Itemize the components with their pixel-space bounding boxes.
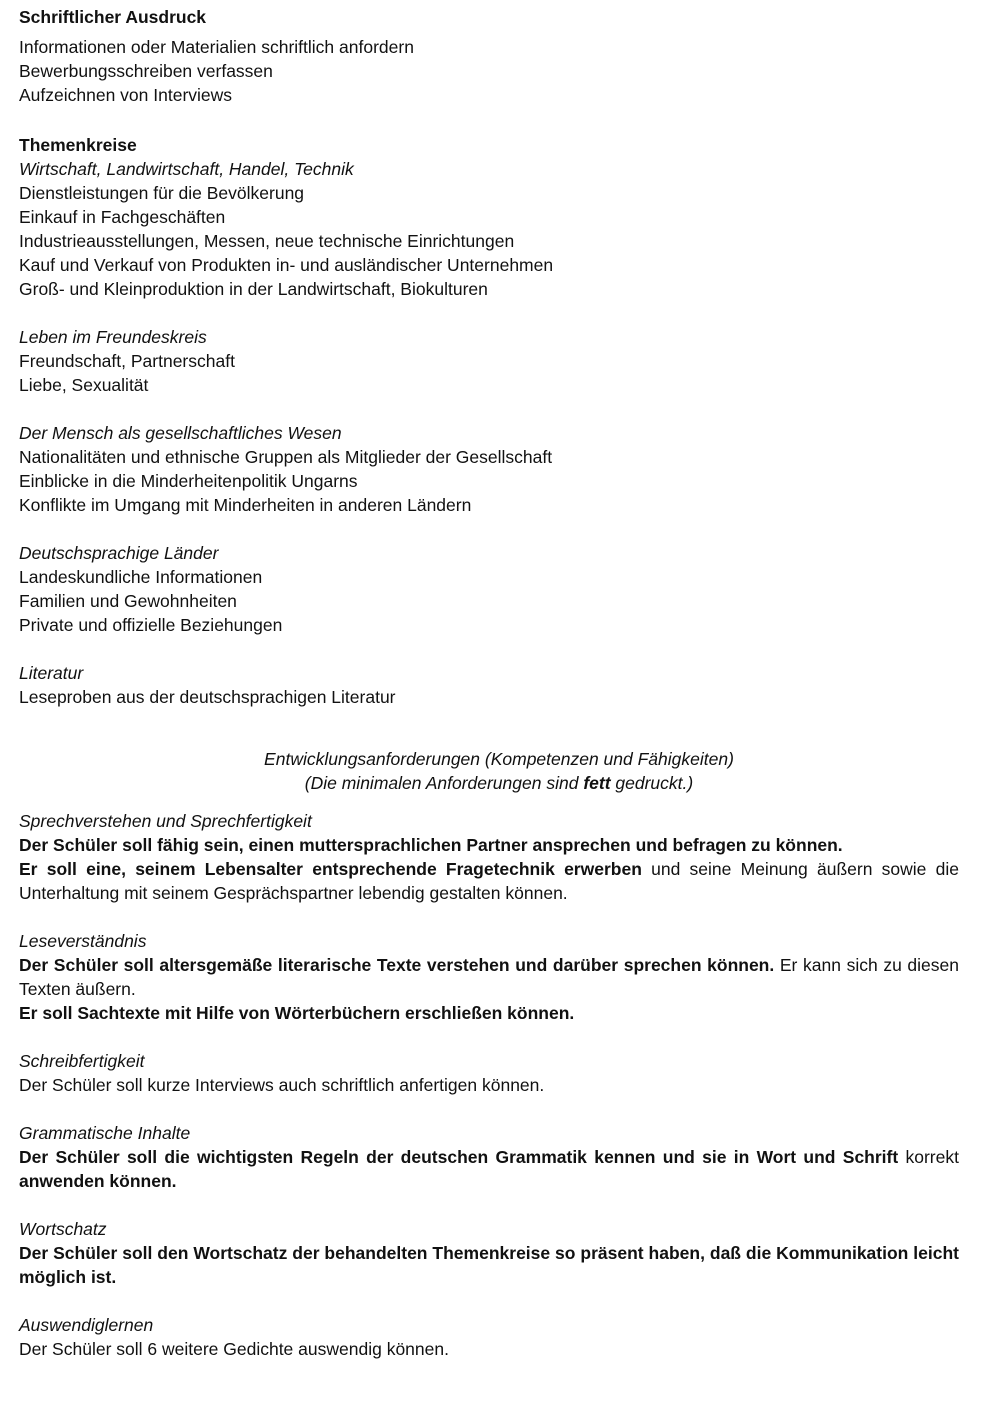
list-item: Landeskundliche Informationen: [19, 567, 263, 587]
group-title: Leben im Freundeskreis: [19, 327, 207, 347]
list-item: Liebe, Sexualität: [19, 375, 149, 395]
subsection-title: Leseverständnis: [19, 931, 147, 951]
subsection-title: Auswendiglernen: [19, 1315, 154, 1335]
paragraph-sprech-1: Der Schüler soll fähig sein, einen muttersprachlichen Partner ansprechen und befragen zu können.: [19, 835, 843, 855]
paragraph-lese-1: [19, 953, 959, 1001]
paragraph-gramm: [19, 1145, 959, 1193]
list-item: Private und offizielle Beziehungen: [19, 615, 283, 635]
subsection-title: Schreibfertigkeit: [19, 1051, 145, 1071]
lese-bold: Der Schüler soll altersgemäße literarische Texte verstehen und darüber sprechen können.: [19, 955, 775, 975]
gramm-bold-1: Der Schüler soll die wichtigsten Regeln der deutschen Grammatik kennen und sie in Wort und Schrift: [19, 1147, 899, 1167]
gramm-bold-2: anwenden können.: [19, 1171, 177, 1191]
entwicklung-note-post: gedruckt.): [610, 773, 694, 793]
entwicklung-note-pre: (Die minimalen Anforderungen sind: [304, 773, 584, 793]
entwicklung-title-line2: [19, 771, 959, 795]
paragraph-lese-2: Er soll Sachtexte mit Hilfe von Wörterbüchern erschließen können.: [19, 1003, 575, 1023]
subsection-title: Wortschatz: [19, 1219, 107, 1239]
group-title: Literatur: [19, 663, 84, 683]
subsection-title: Sprechverstehen und Sprechfertigkeit: [19, 811, 312, 831]
list-item: Konflikte im Umgang mit Minderheiten in anderen Ländern: [19, 495, 472, 515]
list-item: Groß- und Kleinproduktion in der Landwirtschaft, Biokulturen: [19, 279, 488, 299]
heading-schriftlicher-ausdruck: Schriftlicher Ausdruck: [19, 7, 207, 27]
list-item: Einblicke in die Minderheitenpolitik Ungarns: [19, 471, 358, 491]
entwicklung-title-line1: Entwicklungsanforderungen (Kompetenzen und Fähigkeiten): [264, 749, 734, 769]
list-item: Nationalitäten und ethnische Gruppen als Mitglieder der Gesellschaft: [19, 447, 553, 467]
list-item: Leseproben aus der deutschsprachigen Literatur: [19, 687, 396, 707]
group-title: Deutschsprachige Länder: [19, 543, 219, 563]
group-title: Wirtschaft, Landwirtschaft, Handel, Technik: [19, 159, 354, 179]
entwicklung-note-bold: fett: [583, 773, 611, 793]
list-item: Dienstleistungen für die Bevölkerung: [19, 183, 305, 203]
list-item: Familien und Gewohnheiten: [19, 591, 237, 611]
list-item: Informationen oder Materialien schriftlich anfordern: [19, 37, 414, 57]
list-item: Kauf und Verkauf von Produkten in- und ausländischer Unternehmen: [19, 255, 554, 275]
sprech-rest: und seine Meinung äußern sowie die Unterhaltung mit seinem Gesprächspartner lebendig gestalten können.: [19, 859, 959, 903]
list-item: Bewerbungsschreiben verfassen: [19, 61, 273, 81]
document-page: [19, 5, 959, 1361]
gramm-plain: korrekt: [898, 1147, 959, 1167]
list-item: Aufzeichnen von Interviews: [19, 85, 233, 105]
list-item: Freundschaft, Partnerschaft: [19, 351, 235, 371]
list-item: Einkauf in Fachgeschäften: [19, 207, 226, 227]
heading-themenkreise: Themenkreise: [19, 135, 137, 155]
paragraph-wort: Der Schüler soll den Wortschatz der behandelten Themenkreise so präsent haben, daß die Kommunikation leicht möglich ist.: [19, 1243, 959, 1287]
sprech-bold: Er soll eine, seinem Lebensalter entsprechende Fragetechnik erwerben: [19, 859, 642, 879]
paragraph-auswendig: Der Schüler soll 6 weitere Gedichte auswendig können.: [19, 1339, 449, 1359]
lese-rest: Er kann sich zu diesen Texten äußern.: [19, 955, 959, 999]
group-title: Der Mensch als gesellschaftliches Wesen: [19, 423, 342, 443]
list-item: Industrieausstellungen, Messen, neue technische Einrichtungen: [19, 231, 515, 251]
paragraph-schreib: Der Schüler soll kurze Interviews auch schriftlich anfertigen können.: [19, 1075, 545, 1095]
subsection-title: Grammatische Inhalte: [19, 1123, 191, 1143]
paragraph-sprech-2: [19, 857, 959, 905]
